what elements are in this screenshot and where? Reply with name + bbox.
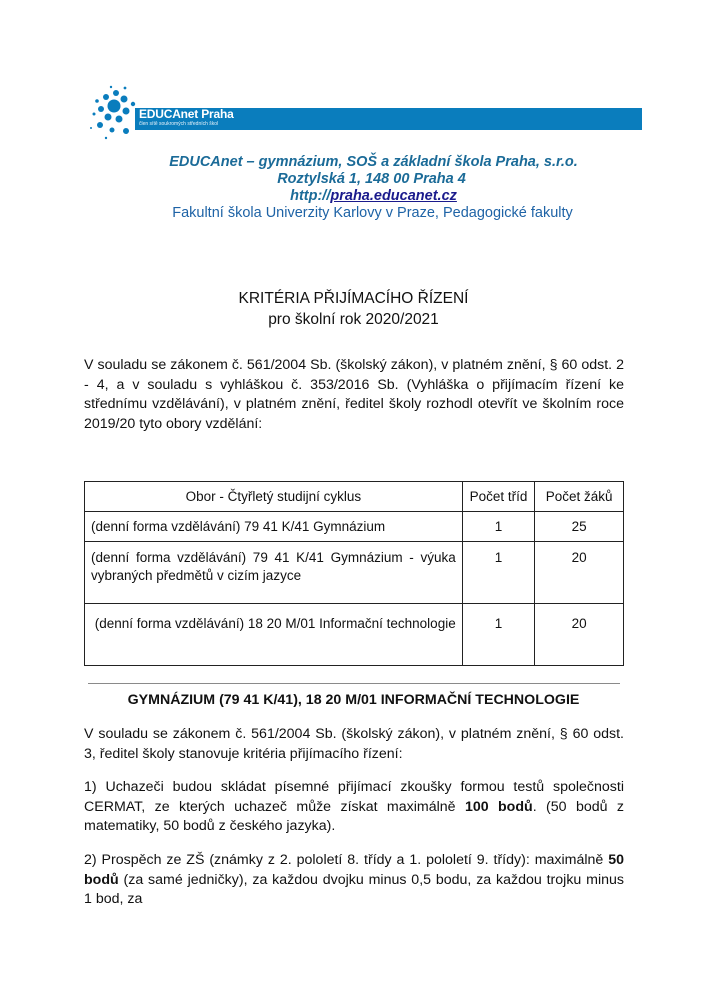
section-title: GYMNÁZIUM (79 41 K/41), 18 20 M/01 INFORMAČNÍ TECHNOLOGIE (127, 692, 580, 708)
logo-title: EDUCAnet Praha (139, 107, 234, 121)
classes-cell: 1 (462, 604, 534, 666)
criterion-1-detail: . (50 bodů z matematiky, 50 bodů z českého jazyka). (84, 798, 624, 834)
table-row (85, 512, 624, 542)
document-title: KRITÉRIA PŘIJÍMACÍHO ŘÍZENÍ (238, 290, 469, 307)
study-programs-table (84, 481, 624, 666)
program-cell: (denní forma vzdělávání) 18 20 M/01 Informační technologie (85, 604, 463, 666)
header-program: Obor - Čtyřletý studijní cyklus (85, 482, 463, 512)
criterion-1 (84, 778, 624, 837)
school-address: Roztylská 1, 148 00 Praha 4 (277, 171, 466, 187)
program-cell: (denní forma vzdělávání) 79 41 K/41 Gymnázium - výuka vybraných předmětů v cizím jazyce (85, 542, 463, 604)
table-row (85, 542, 624, 604)
table-header-row (85, 482, 624, 512)
faculty-line: Fakultní škola Univerzity Karlovy v Praze, Pedagogické fakulty (172, 205, 573, 221)
document-subtitle: pro školní rok 2020/2021 (268, 311, 439, 328)
school-name: EDUCAnet – gymnázium, SOŠ a základní škola Praha, s.r.o. (169, 154, 578, 170)
section-intro: V souladu se zákonem č. 561/2004 Sb. (školský zákon), v platném znění, § 60 odst. 3, ředitel školy stanovuje kritéria přijímacího řízení: (84, 726, 624, 762)
criterion-2-max-points: 50 bodů (84, 852, 624, 888)
program-cell: (denní forma vzdělávání) 79 41 K/41 Gymnázium (85, 512, 463, 542)
educanet-dots-logo-icon (86, 84, 142, 142)
table-row (85, 604, 624, 666)
criterion-1-max-points: 100 bodů (464, 798, 533, 815)
criterion-2-text: 2) Prospěch ze ZŠ (známky z 2. pololetí 8. třídy a 1. pololetí 9. třídy): maximálně (84, 852, 609, 868)
classes-cell: 1 (462, 512, 534, 542)
criterion-2-detail: (za samé jedničky), za každou dvojku minus 0,5 bodu, za každou trojku minus 1 bod, za (84, 871, 624, 907)
header-classes: Počet tříd (462, 482, 534, 512)
classes-cell: 1 (462, 542, 534, 604)
website-prefix: http:// (290, 188, 331, 204)
section-divider (88, 683, 620, 684)
header-students: Počet žáků (535, 482, 624, 512)
students-cell: 25 (535, 512, 624, 542)
students-cell: 20 (535, 604, 624, 666)
logo-subtitle: člen sítě soukromých středních škol (139, 121, 219, 127)
school-website (20, 188, 707, 204)
criterion-2 (84, 851, 624, 910)
students-cell: 20 (535, 542, 624, 604)
intro-paragraph: V souladu se zákonem č. 561/2004 Sb. (školský zákon), v platném znění, § 60 odst. 2 - 4, a v souladu s vyhláškou č. 353/2016 Sb. (Vyhláška o přijímacím řízení ke střednímu vzdělávání), v platném znění, ředitel školy rozhodl otevřít ve školním roce 2019/20 tyto obory vzdělání: (84, 357, 624, 432)
criterion-1-text: 1) Uchazeči budou skládat písemné přijímací zkoušky formou testů společnosti CERMAT, ze kterých uchazeč může získat maximálně (84, 779, 624, 815)
website-link[interactable]: praha.educanet.cz (330, 188, 457, 204)
